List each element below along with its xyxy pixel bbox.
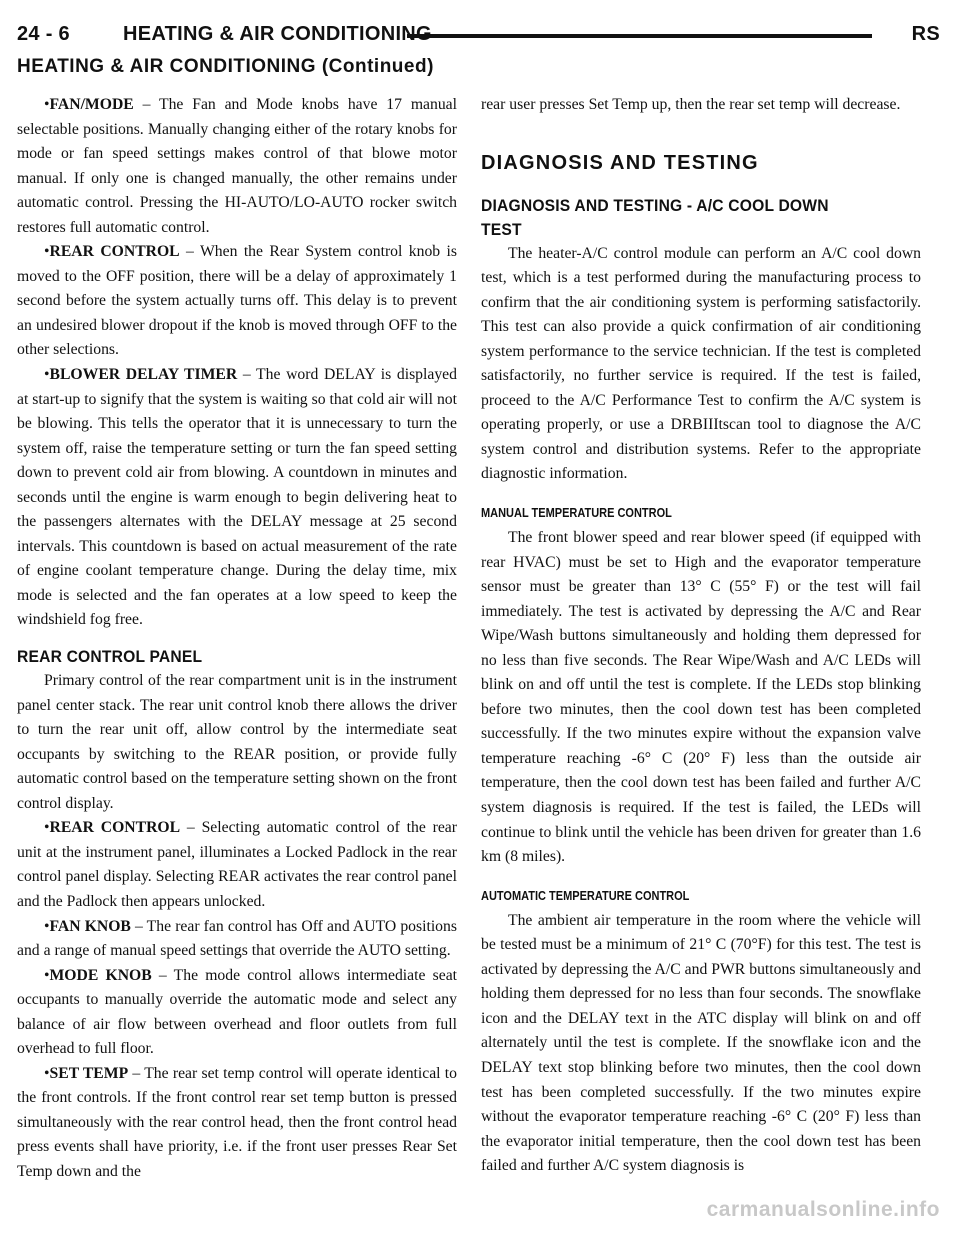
page-number: 24 - 6 — [17, 23, 70, 45]
bullet-term: SET TEMP — [49, 1064, 129, 1082]
cool-down-paragraph — [481, 242, 921, 487]
continued-paragraph: rear user presses Set Temp up, then the rear set temp will decrease. — [481, 96, 901, 113]
diagnosis-heading: DIAGNOSIS AND TESTING — [481, 151, 759, 174]
bullet-term: FAN/MODE — [49, 96, 134, 113]
cool-down-heading-line1: DIAGNOSIS AND TESTING - A/C COOL DOWN — [481, 195, 829, 215]
bullet-rear-control-2 — [17, 816, 457, 914]
bullet-text: – When the Rear System control knob is moved to the OFF position, there will be a delay of approximately 1 second before the system actually turns off. This delay is to prevent an undesired blower dropout if the knob is moved through OFF to the other selections. — [17, 243, 457, 359]
continued-title: HEATING & AIR CONDITIONING (Continued) — [17, 56, 434, 77]
header-rule — [407, 34, 872, 38]
bullet-set-temp — [17, 1062, 457, 1185]
cool-down-heading-line2: TEST — [481, 219, 522, 239]
bullet-rear-control — [17, 240, 457, 363]
bullet-text: – Selecting automatic control of the rear unit at the instrument panel, illuminates a Locked Padlock in the rear control panel display. Selecting REAR activates the rear control panel and the Padlock then appears unlocked. — [17, 819, 457, 910]
section-title: HEATING & AIR CONDITIONING — [123, 23, 432, 45]
manual-temp-heading: MANUAL TEMPERATURE CONTROL — [481, 506, 672, 521]
bullet-text: – The word DELAY is displayed at start-up to signify that the system is waiting so that cold air will not be blowing. This tells the operator that it is unnecessary to turn the system off, raise the temperature setting or turn the fan speed setting down to prevent cold air from blowing. A countdown in minutes and seconds until the engine is warm enough to begin delivering heat to the passengers alternates with the DELAY message at 25 second intervals. This countdown is based on actual measurement of the rate of engine coolant temperature change. During the delay time, mix mode is selected and the fan operates at a low speed to keep the windshield fog free. — [17, 366, 457, 629]
cool-down-text-a: The heater-A/C control module can perform an A/C cool down test, which is a test performed during the manufacturing process to confirm that the air conditioning system is performing satisfactorily. This test can also provide a quick confirmation of air conditioning system performance to the service technician. If the test is completed satisfactorily, no further service is required. If the test is failed, proceed to the A/C Performance Test to confirm the A/C system is operating properly, or use a DRBIII — [481, 244, 921, 434]
page-header — [17, 22, 940, 58]
rear-panel-heading: REAR CONTROL PANEL — [17, 647, 203, 667]
watermark-link[interactable]: carmanualsonline.info — [706, 1198, 940, 1221]
cool-down-heading — [481, 194, 886, 242]
bullet-term: MODE KNOB — [49, 966, 152, 984]
bullet-text: – The rear set temp control will operate identical to the front controls. If the front control rear set temp button is pressed simultaneously with the rear control head, then the front control head press events shall have priority, i.e. if the front user presses Rear Set Temp down and the — [17, 1064, 457, 1180]
right-column — [481, 93, 921, 1179]
bullet-term: REAR CONTROL — [49, 243, 180, 261]
rear-panel-intro: Primary control of the rear compartment unit is in the instrument panel center stack. The rear unit control knob there allows the driver to turn the rear unit off, allow control by the intermediate seat occupants by switching to the REAR position, or provide fully automatic control based on the temperature setting shown on the front control display. — [17, 672, 457, 812]
bullet-blower-delay — [17, 363, 457, 633]
bullet-text: – The mode control allows intermediate seat occupants to manually override the automatic mode and select any balance of air flow between overhead and floor outlets from full overhead to full floor. — [17, 966, 458, 1058]
bullet-term: FAN KNOB — [49, 917, 131, 935]
left-column — [17, 93, 457, 1185]
cool-down-text-b: scan tool to diagnose the A/C system control and distribution systems. Refer to the appropriate diagnostic information. — [481, 416, 921, 483]
auto-temp-heading: AUTOMATIC TEMPERATURE CONTROL — [481, 888, 690, 903]
bullet-term: BLOWER DELAY TIMER — [49, 366, 238, 384]
bullet-text: – The rear fan control has Off and AUTO positions and a range of manual speed settings that override the AUTO setting. — [17, 917, 457, 960]
bullet-term: REAR CONTROL — [49, 819, 181, 837]
auto-temp-paragraph: The ambient air temperature in the room where the vehicle will be tested must be a minimum of 21° C (70°F) for this test. The test is activated by depressing the A/C and PWR buttons simultaneously and holding them depressed for no less than four seconds. The snowflake icon and the DELAY text in the ATC display will blink on and off alternately until the test is complete. If the snowflake icon and the DELAY text stop blinking before two minutes, then the cool down test has been completed successfully. If the two minutes expire without the evaporator temperature reaching -6° C (20° F) less than the evaporator initial temperature, then the cool down test has been failed and further A/C system diagnosis is — [481, 911, 921, 1175]
model-code: RS — [911, 23, 940, 45]
manual-temp-paragraph: The front blower speed and rear blower speed (if equipped with rear HVAC) must be set to High and the evaporator temperature sensor must be greater than 13° C (55° F) or the test will fail immediately. The test is activated by depressing the A/C and Rear Wipe/Wash buttons simultaneously and holding them depressed for no less than five seconds. The Rear Wipe/Wash and A/C LEDs will blink on and off until the test is complete. If the LEDs stop blinking before two minutes, then the cool down test has been completed successfully. If the two minutes expire without the expansion valve temperature reaching -6° C (20° F) less than the outside air temperature, then the cool down test has been failed and further A/C system diagnosis is required. If the test is failed, the LEDs will continue to blink until the vehicle has been driven for greater than 1.6 km (8 miles). — [481, 529, 921, 866]
bullet-mode-knob — [17, 964, 457, 1062]
bullet-text: – The Fan and Mode knobs have 17 manual selectable positions. Manually changing either of the rotary knobs for mode or fan speed settings makes control of that blowe motor manual. If only one is changed manually, the other remains under automatic control. Pressing the HI-AUTO/LO-AUTO rocker switch restores full automatic control. — [17, 96, 457, 236]
bullet-fan-mode — [17, 93, 457, 240]
trademark-symbol: t — [718, 416, 723, 434]
bullet-fan-knob — [17, 915, 457, 964]
